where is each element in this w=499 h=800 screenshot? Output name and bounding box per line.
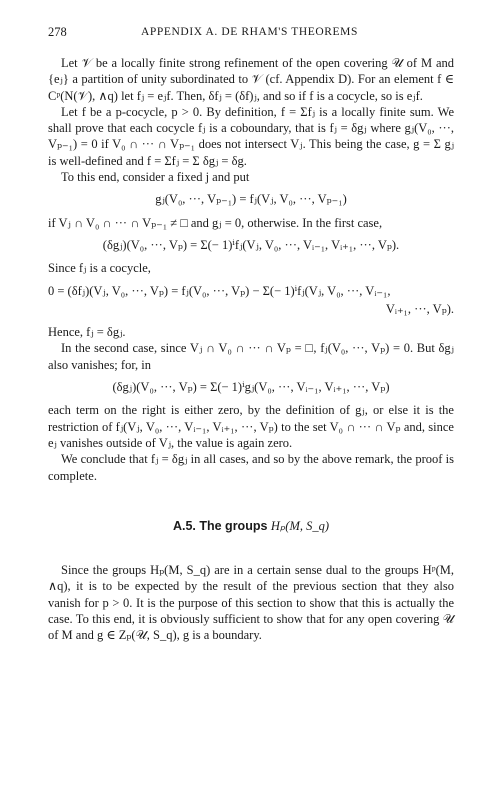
paragraph-refinement: Let 𝒱 be a locally finite strong refinement of the open covering 𝒰 of M and {eⱼ} a partition of unity subordinated to 𝒱 (cf. Appendix D). For an element f ∈ Cᵖ(N(𝒱), ∧q) let fⱼ = eⱼf. Then, δfⱼ = (δf)ⱼ, and so if f is a cocycle, so is eⱼf. [48, 56, 454, 103]
section-heading-text: A.5. The groups [172, 518, 268, 533]
paragraph-first-case: if Vⱼ ∩ V₀ ∩ ··· ∩ Vₚ₋₁ ≠ □ and gⱼ = 0, otherwise. In the first case, [48, 215, 383, 230]
equation-cocycle-line2: Vᵢ₊₁, ···, Vₚ). [385, 301, 454, 316]
equation-g-definition: gⱼ(V₀, ···, Vₚ₋₁) = fⱼ(Vⱼ, V₀, ···, Vₚ₋₁) [155, 192, 347, 207]
page-header [26, 24, 473, 40]
page-number: 278 [48, 25, 67, 39]
paragraph-to-this-end: To this end, consider a fixed j and put [61, 170, 250, 185]
paragraph-hence: Hence, fⱼ = δgⱼ. [48, 325, 126, 340]
page-body [48, 55, 454, 644]
paragraph-each-term: each term on the right is either zero, by the definition of gⱼ, or else it is the restriction of fⱼ(Vⱼ, V₀, ···, Vᵢ₋₁, Vᵢ₊₁, ···, Vₚ) to the set V₀ ∩ ··· ∩ Vₚ and, since eⱼ vanishes outside of Vⱼ, the value is again zero. [48, 403, 454, 450]
section-heading-math: Hₚ(M, S_q) [270, 518, 330, 533]
paragraph-since-cocycle: Since fⱼ is a cocycle, [48, 261, 151, 276]
paragraph-second-case: In the second case, since Vⱼ ∩ V₀ ∩ ··· ∩ Vₚ = □, fⱼ(V₀, ···, Vₚ) = 0. But δgⱼ also vanishes; for, in [48, 341, 454, 372]
equation-delta-g: (δgⱼ)(V₀, ···, Vₚ) = Σ(− 1)ⁱfⱼ(Vⱼ, V₀, ···, Vᵢ₋₁, Vᵢ₊₁, ···, Vₚ). [102, 237, 400, 252]
paragraph-groups-vanish: Since the groups Hₚ(M, S_q) are in a certain sense dual to the groups Hᵖ(M, ∧q), it is to be expected by the result of the previous section that they also vanish for p > 0. It is the purpose of this section to show that this is actually the case. To this end, it is obviously sufficient to show that for any open covering 𝒰 of M and g ∈ Zₚ(𝒰, S_q), g is a boundary. [48, 563, 454, 643]
equation-cocycle-line1: 0 = (δfⱼ)(Vⱼ, V₀, ···, Vₚ) = fⱼ(V₀, ···, Vₚ) − Σ(− 1)ⁱfⱼ(Vⱼ, V₀, ···, Vᵢ₋₁, [48, 283, 391, 298]
paragraph-cocycle: Let f be a p-cocycle, p > 0. By definition, f = Σfⱼ is a locally finite sum. We shall prove that each cocycle fⱼ is a coboundary, that is fⱼ = δgⱼ where gⱼ(V₀, ···, Vₚ₋₁) = 0 if V₀ ∩ ··· ∩ Vₚ₋₁ does not intersect Vⱼ. This being the case, g = Σ gⱼ is well-defined and f = Σfⱼ = Σ δgⱼ = δg. [48, 104, 454, 168]
paragraph-conclusion: We conclude that fⱼ = δgⱼ in all cases, and so by the above remark, the proof is complete. [48, 452, 454, 483]
section-heading [48, 518, 454, 534]
equation-delta-g-second: (δgⱼ)(V₀, ···, Vₚ) = Σ(− 1)ⁱgⱼ(V₀, ···, Vᵢ₋₁, Vᵢ₊₁, ···, Vₚ) [112, 380, 390, 395]
running-head: APPENDIX A. DE RHAM'S THEOREMS [141, 26, 358, 38]
